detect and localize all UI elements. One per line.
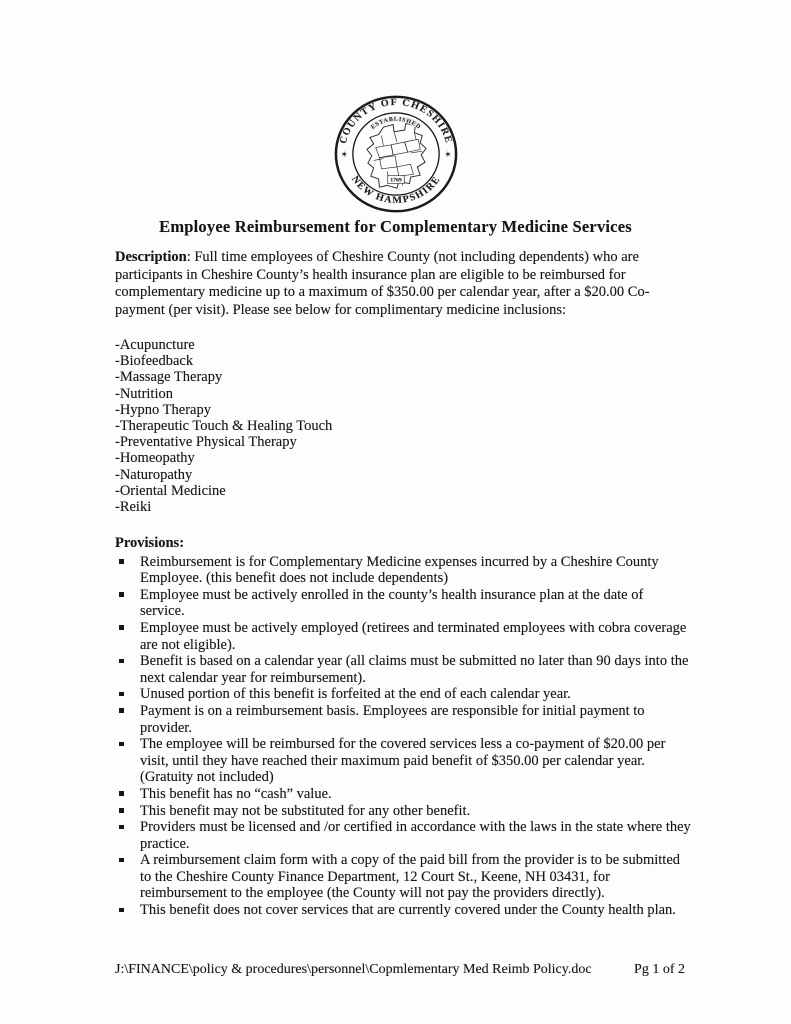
bullet-square-icon [119, 659, 124, 664]
provision-text: Employee must be actively enrolled in the county’s health insurance plan at the date of service. [140, 586, 644, 620]
provisions-heading: Provisions: [115, 535, 185, 551]
bullet-square-icon [119, 825, 124, 830]
provision-text: Payment is on a reimbursement basis. Employees are responsible for initial payment to provider. [140, 702, 645, 736]
provision-text: Providers must be licensed and /or certified in accordance with the laws in the state where they practice. [140, 819, 691, 852]
provision-item [115, 587, 691, 620]
provision-text: This benefit has no “cash” value. [140, 785, 332, 802]
seal-established-text: ESTABLISHED [369, 116, 422, 131]
provision-item [115, 686, 691, 703]
provision-item [115, 902, 691, 919]
provision-item [115, 620, 691, 653]
bullet-square-icon [119, 692, 124, 697]
page-footer [115, 962, 685, 978]
provision-item [115, 554, 691, 587]
provision-item [115, 703, 691, 736]
provision-text: This benefit may not be substituted for any other benefit. [140, 802, 471, 819]
provision-item [115, 852, 691, 902]
list-item: -Oriental Medicine [115, 482, 226, 499]
description-text: : Full time employees of Cheshire County (not including dependents) who are participants in Cheshire County’s health insurance plan are eligible to be reimbursed for complementary medicine up to a maximum of $350.00 per calendar year, after a $20.00 Co-payment (per visit). Please see below for complimentary medicine inclusions: [115, 249, 650, 318]
list-item: -Hypno Therapy [115, 401, 211, 418]
provision-item [115, 736, 691, 786]
provision-item [115, 653, 691, 686]
provision-text: A reimbursement claim form with a copy of the paid bill from the provider is to be submitted to the Cheshire County Finance Department, 12 Court St., Keene, NH 03431, for reimbursement to the employee (the County will not pay the providers directly). [140, 852, 681, 902]
file-path: J:\FINANCE\policy & procedures\personnel\Copmlementary Med Reimb Policy.doc [115, 962, 592, 977]
provision-text: The employee will be reimbursed for the covered services less a co-payment of $20.00 per visit, until they have reached their maximum paid benefit of $350.00 per calendar year. (Gratuity not included) [140, 736, 666, 786]
provision-item [115, 803, 691, 820]
bullet-square-icon [119, 808, 124, 813]
bullet-square-icon [119, 791, 124, 796]
seal-year: 1769 [389, 177, 402, 184]
star-icon: ✶ [443, 150, 451, 160]
provision-item [115, 786, 691, 803]
bullet-square-icon [119, 625, 124, 630]
seal-top-text: COUNTY OF CHESHIRE [337, 97, 454, 145]
list-item: -Biofeedback [115, 353, 194, 370]
bullet-square-icon [119, 908, 124, 913]
bullet-square-icon [119, 559, 124, 564]
provision-text: Unused portion of this benefit is forfeited at the end of each calendar year. [140, 686, 571, 703]
page-title: Employee Reimbursement for Complementary Medicine Services [159, 217, 632, 236]
provision-text: Reimbursement is for Complementary Medicine expenses incurred by a Cheshire County Employee. (this benefit does not include dependents) [140, 553, 659, 587]
list-item: -Nutrition [115, 385, 173, 402]
bullet-square-icon [119, 858, 124, 863]
provision-text: Benefit is based on a calendar year (all claims must be submitted no later than 90 days into the next calendar year for reimbursement). [140, 653, 689, 686]
provision-text: This benefit does not cover services that are currently covered under the County health plan. [140, 902, 676, 919]
description-label: Description [115, 249, 187, 265]
provision-item [115, 819, 691, 852]
county-seal [0, 94, 791, 214]
provision-text: Employee must be actively employed (retirees and terminated employees with cobra coverage are not eligible). [140, 619, 687, 653]
seal-bottom-text: NEW HAMPSHIRE [348, 174, 443, 206]
provisions-section [115, 535, 691, 919]
list-item: -Homeopathy [115, 450, 195, 467]
list-item: -Preventative Physical Therapy [115, 434, 297, 451]
list-item: -Massage Therapy [115, 369, 223, 386]
county-seal-graphic [333, 94, 459, 214]
inclusions-list [115, 337, 515, 515]
bullet-square-icon [119, 708, 124, 713]
list-item: -Naturopathy [115, 466, 193, 483]
list-item: -Reiki [115, 499, 152, 516]
bullet-square-icon [119, 742, 124, 747]
description-paragraph [115, 249, 685, 319]
bullet-square-icon [119, 592, 124, 597]
star-icon: ✶ [340, 150, 348, 160]
list-item: -Therapeutic Touch & Healing Touch [115, 418, 333, 435]
page-number: Pg 1 of 2 [634, 962, 685, 977]
list-item: -Acupuncture [115, 337, 195, 353]
